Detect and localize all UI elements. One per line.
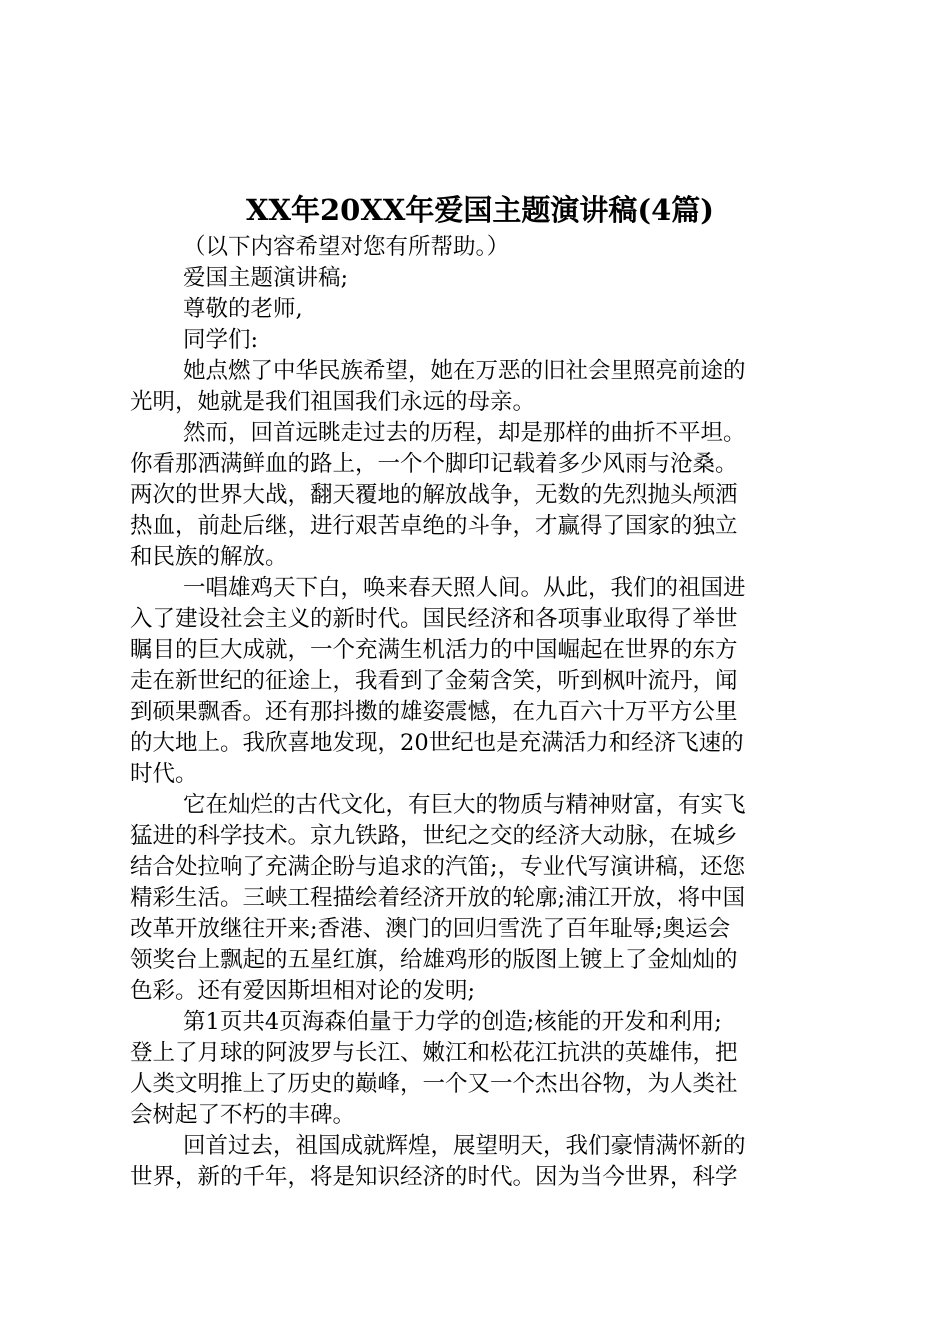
text-line: 走在新世纪的征途上，我看到了金菊含笑，听到枫叶流丹，闻 bbox=[130, 668, 738, 694]
text-line: 会树起了不朽的丰碑。 bbox=[130, 1102, 356, 1128]
text-line: 热血，前赴后继，进行艰苦卓绝的斗争，才赢得了国家的独立 bbox=[130, 513, 738, 539]
text-line: 人类文明推上了历史的巅峰，一个又一个杰出谷物，为人类社 bbox=[130, 1071, 738, 1097]
text-line: 光明，她就是我们祖国我们永远的母亲。 bbox=[130, 389, 536, 415]
text-line: 入了建设社会主义的新时代。国民经济和各项事业取得了举世 bbox=[130, 606, 738, 632]
text-line: 猛进的科学技术。京九铁路，世纪之交的经济大动脉，在城乡 bbox=[130, 823, 738, 849]
text-line: 登上了月球的阿波罗与长江、嫩江和松花江抗洪的英雄伟，把 bbox=[130, 1040, 738, 1066]
document-page bbox=[130, 188, 830, 1193]
text-line: 世界，新的千年，将是知识经济的时代。因为当今世界，科学 bbox=[130, 1164, 738, 1190]
text-line: 同学们: bbox=[183, 327, 259, 353]
text-line: 色彩。还有爱因斯坦相对论的发明; bbox=[130, 978, 476, 1004]
text-line: 尊敬的老师, bbox=[183, 296, 303, 322]
text-line: 的大地上。我欣喜地发现，20世纪也是充满活力和经济飞速的 bbox=[130, 730, 744, 756]
document-title: XX年20XX年爱国主题演讲稿(4篇) bbox=[246, 193, 714, 227]
text-line: 爱国主题演讲稿; bbox=[183, 265, 349, 291]
text-line: 它在灿烂的古代文化，有巨大的物质与精神财富，有实飞 bbox=[183, 792, 746, 818]
text-line: 第1页共4页海森伯量于力学的创造;核能的开发和利用; bbox=[183, 1009, 722, 1035]
text-line: 改革开放继往开来;香港、澳门的回归雪洗了百年耻辱;奥运会 bbox=[130, 916, 731, 942]
text-line: 两次的世界大战，翻天覆地的解放战争，无数的先烈抛头颅洒 bbox=[130, 482, 738, 508]
text-line: 一唱雄鸡天下白，唤来春天照人间。从此，我们的祖国进 bbox=[183, 575, 746, 601]
text-line: 和民族的解放。 bbox=[130, 544, 288, 570]
text-line: 时代。 bbox=[130, 761, 198, 787]
text-line: 瞩目的巨大成就，一个充满生机活力的中国崛起在世界的东方 bbox=[130, 637, 738, 663]
text-line: 到硕果飘香。还有那抖擞的雄姿震憾，在九百六十万平方公里 bbox=[130, 699, 738, 725]
text-line: （以下内容希望对您有所帮助。） bbox=[183, 234, 510, 260]
text-line: 然而，回首远眺走过去的历程，却是那样的曲折不平坦。 bbox=[183, 420, 746, 446]
text-line: 领奖台上飘起的五星红旗，给雄鸡形的版图上镀上了金灿灿的 bbox=[130, 947, 738, 973]
text-line: 精彩生活。三峡工程描绘着经济开放的轮廓;浦江开放，将中国 bbox=[130, 885, 746, 911]
text-line: 结合处拉响了充满企盼与追求的汽笛;，专业代写演讲稿，还您 bbox=[130, 854, 746, 880]
text-line: 回首过去，祖国成就辉煌，展望明天，我们豪情满怀新的 bbox=[183, 1133, 746, 1159]
text-line: 她点燃了中华民族希望，她在万恶的旧社会里照亮前途的 bbox=[183, 358, 746, 384]
text-line: 你看那洒满鲜血的路上，一个个脚印记载着多少风雨与沧桑。 bbox=[130, 451, 738, 477]
document-body bbox=[130, 232, 830, 1193]
